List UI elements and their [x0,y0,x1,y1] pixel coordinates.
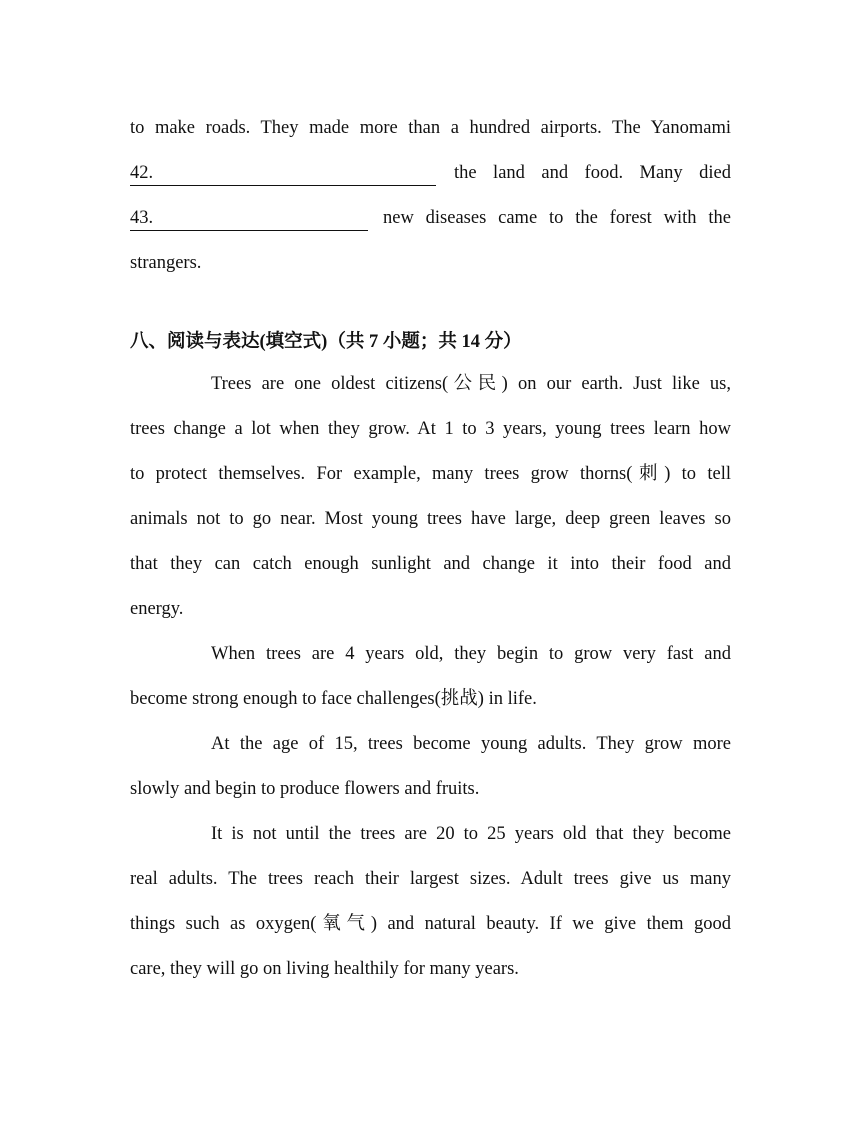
question-number-42: 42. [130,163,154,183]
passage-line: care, they will go on living healthily for many years. [130,959,519,979]
section-heading: 八、阅读与表达(填空式)（共 7 小题；共 14 分） [130,332,522,352]
cloze-question-42 [130,151,731,196]
passage-line: that they can catch enough sunlight and change it into their food and [130,554,731,574]
passage-paragraph-2 [130,632,731,722]
passage-line: animals not to go near. Most young trees have large, deep green leaves so [130,509,731,529]
cloze-question-43 [130,196,731,241]
cloze-text-42: the land and food. Many died [454,163,731,183]
passage-paragraph-4 [130,812,731,992]
passage-line: become strong enough to face challenges(挑战) in life. [130,689,537,709]
answer-blank-43[interactable] [130,208,368,231]
passage-line: At the age of 15, trees become young adults. They grow more [211,734,731,754]
question-number-43: 43. [130,208,154,228]
passage-paragraph-1 [130,362,731,632]
passage-line: It is not until the trees are 20 to 25 years old that they become [211,824,731,844]
passage-line: things such as oxygen(氧气) and natural beauty. If we give them good [130,914,731,934]
passage-line: Trees are one oldest citizens(公民) on our earth. Just like us, [211,374,731,394]
passage-line: trees change a lot when they grow. At 1 to 3 years, young trees learn how [130,419,731,439]
document-page [130,106,731,992]
section-gap [130,286,731,322]
cloze-line-4: strangers. [130,253,202,273]
passage-line: When trees are 4 years old, they begin to grow very fast and [211,644,731,664]
passage-paragraph-3 [130,722,731,812]
passage-line: energy. [130,599,184,619]
passage-line: real adults. The trees reach their largest sizes. Adult trees give us many [130,869,731,889]
passage-line: to protect themselves. For example, many trees grow thorns(刺) to tell [130,464,731,484]
answer-blank-42[interactable] [130,163,436,186]
cloze-line-1: to make roads. They made more than a hundred airports. The Yanomami [130,118,731,138]
passage-line: slowly and begin to produce flowers and fruits. [130,779,480,799]
cloze-text-43: new diseases came to the forest with the [383,208,731,228]
